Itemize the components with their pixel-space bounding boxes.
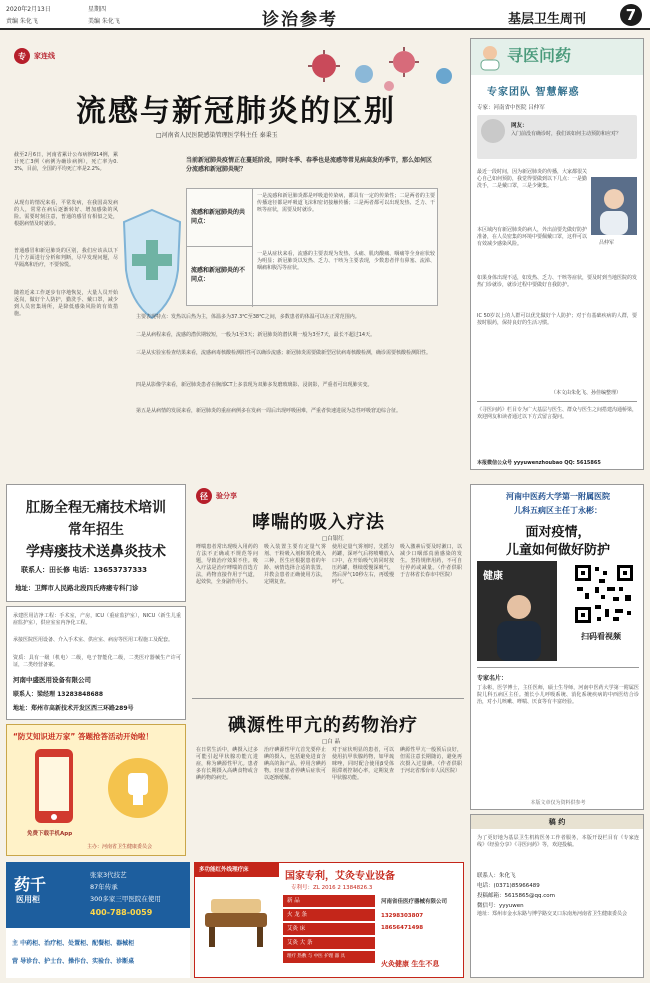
product-phone-1: 13298303807 [381,913,424,919]
patent-number: 专利号：ZL 2016 2 1384826.3 [291,885,373,891]
cabinet-line-2: 87年传承 [90,883,118,891]
training-line-2: 常年招生 [68,522,124,538]
qa-question-label: 网友： [511,123,528,129]
product-phone-2: 18656471498 [381,925,424,931]
notice-wechat: 微信号：yyyuwen [477,903,524,909]
thyroid-col-3: 对于症状明显的患者，可以使用抗甲状腺药物，如甲巯咪唑，同时配合使用β受体阻滞剂控制心率，定期复查甲状腺功能。 [332,747,394,781]
cabinet-items-2: 营 导诊台、护士台、操作台、实验台、诊断桌 [12,958,135,965]
table-text-common: 一是流感和新冠肺炎都是呼吸道传染病，都具有一定的传染性；二是两者的主要传播途径都是呼吸道飞沫和密切接触传播；三是两者都可以出现发热、乏力、干咳等症状，需要及时就诊。 [257,193,435,213]
asthma-col-2: 吸入装置主要有定量气雾剂、干粉吸入剂和雾化吸入三种，医生应根据患者的年龄、病情选择合适的装置，并教会患者正确使用方法，定期复查。 [264,544,326,585]
doctor-name: 吕仲军 [599,240,615,246]
qa-note: 《寻医问药》栏目专为广大基层与医生、群众与医生之间搭建沟通桥梁，欢迎网友和读者通过以下方式留言提问。 [477,407,638,420]
training-address: 地址：卫辉市人民路北段四氏痔瘘专科门诊 [15,584,139,592]
thyroid-article [192,698,464,858]
scan-label: 扫码看视频 [581,632,621,641]
contribution-notice [470,814,644,978]
expert-portrait-icon [491,589,547,661]
product-menu-1: 新 品 [283,895,375,907]
activity-subtitle: 免费下载手机App [27,831,73,837]
cabinet-brand-sub: 医用柜 [16,895,40,904]
thyroid-col-2: 治疗碘源性甲亢首先要停止碘的摄入，包括避免进食含碘高的海产品，停用含碘药物。轻症患者停碘后症状可以逐渐缓解。 [264,747,326,781]
notice-title: 稿 约 [471,815,643,829]
qa-column [470,38,644,470]
lead-body-2: 二是从病程来看，流感的潜伏期较短，一般为1至3天；新冠肺炎的潜伏期一般为3至7天，最长不超过14天。 [136,332,376,338]
qa-title: 寻医问药 [507,46,572,65]
lead-byline: □河南省人民医院感染管理医学科主任 秦秉玉 [156,132,278,139]
phone-icon [29,747,79,827]
lead-body-4: 四是从影像学来看，新冠肺炎患者在胸部CT上多表现为双肺多发磨玻璃影、浸润影，严重者可出现肺实变。 [136,382,373,388]
designer-credit: 美编 朱化飞 [88,18,120,25]
therapy-bed-icon [201,883,271,953]
page-header [0,0,650,30]
qa-question: 入门前没有确诊时，我们该如何主动预防和应对？ [511,131,622,137]
product-menu-5: 理疗 热敷 与 中医 护理 器 具 [283,951,375,963]
activity-title: “防艾知识进万家” 答题抢答活动开始啦！ [13,732,153,741]
expert-video-card[interactable] [477,561,557,661]
asthma-tag-label: 验分享 [216,492,237,500]
lead-body-5: 第五是从病情的发展来看，新冠肺炎的重症病例多在发病一周后出现呼吸困难，严重者快速进展为急性呼吸窘迫综合征。 [136,408,402,414]
asthma-headline: 哮喘的吸入疗法 [252,512,385,533]
lead-article [6,40,464,480]
asthma-article [192,484,464,692]
user-avatar-icon [481,119,505,143]
notice-phone: 电话：(0371)85966489 [477,883,540,889]
feature-dept: 儿科五病区主任丁永彬： [514,506,602,515]
qa-question-box [477,115,637,159]
product-menu-2: 火 龙 条 [283,909,375,921]
cabinet-brand: 药千 [14,875,47,894]
product-ad-header: 多功能红外线理疗床 [195,863,279,877]
lead-paragraph-1: 截至2月6日，河南省累计公布病例914例，累计死亡3例（病例为确诊病例），死亡率为0.3%，目前，全国的平均死亡率是2.2%。 [14,152,118,172]
medical-equipment-ad [6,606,186,720]
cabinet-items-panel [6,928,190,978]
asthma-col-4: 吸入激素后要及时漱口，以减少口咽部真菌感染的发生。坚持规律用药，不可自行停药或减量。（作者供职于吉林省长春市中医院） [400,544,462,578]
section-tag [14,48,55,64]
doctor-photo [591,177,637,235]
product-slogan: 火灸健康 生生不息 [381,959,440,968]
cabinet-phone: 400-788-0059 [90,908,153,917]
asthma-byline: □白银红 [322,536,344,542]
cabinet-line-1: 张家3代技艺 [90,871,127,879]
section-title: 诊治参考 [262,10,338,30]
lead-body-3: 三是从实验室检查结果来看，流感病毒核酸检测阳性可以确诊流感；新冠肺炎需要做新型冠状病毒核酸检测，确诊需要核酸检测阳性。 [136,350,432,356]
table-label-common: 流感和新冠肺炎的共同点： [187,189,253,247]
activity-banner [6,724,186,856]
table-text-diff: 一是从症状来看，流感的主要表现为发热、头痛、肌肉酸痛、咽痛等全身症状较为明显；新冠肺炎以发热、乏力、干咳为主要表现，少数患者伴有鼻塞、流涕、咽痛和腹泻等症状。 [257,251,435,271]
lead-paragraph-4: 随着近来工作逐步有序地恢复，大量人员开始返岗，做好个人防护，勤洗手、戴口罩，减少到人员密集场所，是降低感染风险的有效措施。 [14,290,118,317]
notice-email: 投稿邮箱：5615865@qq.com [477,893,555,899]
notice-editor: 联系人：朱化飞 [477,873,516,879]
training-ad [6,484,186,602]
qa-answer-2: 本区域内有新冠肺炎的病人，外出前要先做好防护准备，在人员密集的环境中要佩戴口罩，这样可以有效减少感染风险。 [477,227,588,247]
notice-address: 地址：郑州市金水东路与博学路交叉口东南角河南省卫生健康委员会 [477,911,628,917]
feature-hospital: 河南中医药大学第一附属医院 [506,492,610,501]
lead-headline: 流感与新冠肺炎的区别 [76,94,396,129]
lead-paragraph-2: 从现有的情况来看，平常发病，在我国高发病的人，常常在病后逐渐转好、增加感染的风险。需要时刻注意，普通的感冒有相似之处，根据病情及时就诊。 [14,200,118,227]
video-card-label: 健康 [483,571,503,582]
tag-badge: 专 [14,48,30,64]
tag-label: 家连线 [34,52,55,60]
doctor-icon [477,43,503,71]
feature-title-1: 面对疫情， [525,525,591,540]
paper-name: 基层卫生周刊 [508,12,587,27]
training-contact: 联系人：田长修 电话：13653737333 [21,566,148,574]
qr-code-icon[interactable] [573,563,635,625]
issue-date: 2020年2月13日 [6,6,51,13]
asthma-tag [196,488,237,504]
cabinet-items-1: 主 中药柜、治疗柜、处置柜、配餐柜、器械柜 [12,940,135,947]
notice-text: 为了更好地为基层卫生机构医务工作者服务，本版开设栏目有《专家连线》《经验分享》《寻医问药》等，欢迎投稿。 [477,835,639,848]
equipment-text-3: 资质：具有一级（机电）二级，电子智能化二级，二类医疗器械生产许可证，二类经营备案。 [13,655,181,668]
feature-title-2: 儿童如何做好防护 [505,543,610,558]
qa-contact: 本报微信公众号 yyyuwenzhoubao QQ: 5615865 [477,460,601,466]
lead-paragraph-3: 普通感冒和新冠肺炎的区别，我们应该从以下几个方面进行分析和判断，尽早发现问题，尽早隔离和治疗，不要惊慌。 [14,248,118,268]
child-protection-feature [470,484,644,810]
qa-subtitle: 专家团队 智慧解惑 [487,87,580,98]
product-menu-4: 艾灸 大 条 [283,937,375,949]
qa-answer-3: 如果身体出现不适，如发热、乏力、干咳等症状，要及时到当地医院的发热门诊就诊，就诊过程中要做好自我防护。 [477,275,638,288]
qa-expert: 专家：河南省中医院 吕仲军 [477,105,545,111]
qa-answer-1: 最近一段时间，因为新冠肺炎的传播，大家都很关心自己如何预防，我觉得要做到以下几点：一是勤洗手，二是戴口罩，三是少聚集。 [477,169,588,189]
thyroid-col-1: 在日常生活中，碘摄入过多可能引起甲状腺功能亢进症，称为碘源性甲亢。患者多有长期摄入高碘食物或含碘药物的病史。 [196,747,258,781]
thyroid-headline: 碘源性甲亢的药物治疗 [228,715,418,736]
asthma-tag-badge: 径 [196,488,212,504]
cabinet-ad [6,862,190,978]
qa-sign: （本文由朱化飞、孙佳编整理） [551,390,622,396]
editor-credit: 责编 朱化飞 [6,18,38,25]
asthma-col-3: 使用定量气雾剂时，先摇匀药罐，深呼气后将喷嘴放入口中，在开始吸气的同时按压药罐，继续缓慢深吸气，然后屏气10秒左右，再缓慢呼气。 [332,544,394,585]
equipment-text-1: 承建医用洁净工程：手术室，产房，ICU（重症监护室），NICU（新生儿重症监护室），供应室室内净化工程。 [13,613,181,626]
product-menu-3: 艾灸 床 [283,923,375,935]
expert-card-label: 专家名片： [477,675,508,682]
feature-footer: 本版文章仅为资料供参考 [530,800,586,806]
equipment-company: 河南中盛医用设备有限公司 [13,676,91,684]
asthma-col-1: 哮喘患者常出现吸入用药的方法不正确或不规范等问题，导致治疗效果不佳。吸入疗法是治疗哮喘的首选方法，药物直接作用于气道，起效快，全身副作用小。 [196,544,258,585]
trophy-icon [103,753,173,823]
thyroid-col-4: 碘源性甲亢一般预后良好，但需注意长期随访，避免再次摄入过量碘。（作者供职于河北省邢台市人民医院） [400,747,462,774]
training-line-3: 学痔瘘技术送鼻炎技术 [26,544,166,560]
equipment-text-2: 承接医院医用设备、介入手术室、供应室、病房等医用工程施工及配套。 [13,637,174,643]
cabinet-line-3: 300多家三甲医院在使用 [90,895,161,903]
lead-summary: 当前新冠肺炎疫情正在蔓延阶段，同时冬季、春季也是流感等常见病高发的季节，那么如何区分流感和新冠肺炎呢？ [186,157,433,173]
expert-bio: 丁永彬，医学博士，主任医师，硕士生导师，河南中医药大学第一附属医院儿科五病区主任。擅长小儿呼吸系统、消化系统疾病的中西医结合诊治，对小儿咳嗽、哮喘、厌食等有丰富经验。 [477,685,639,705]
issue-weekday: 星期四 [88,6,107,13]
comparison-table [186,188,438,306]
lead-body-1: 主要表现特点：发热以后热为主，体温多为37.3℃至38℃之间，多数患者的体温可以在正常范围内。 [136,314,360,320]
patent-title: 国家专利，艾灸专业设备 [285,871,395,882]
equipment-address: 地址：郑州市高新技术开发区西三环路289号 [13,705,134,712]
moxibustion-ad [194,862,464,978]
activity-org: 主办：河南省卫生健康委员会 [87,844,153,850]
page-number: 7 [620,4,642,26]
qa-answer-4: IC 50岁以上的人群可以优先做好个人防护；对于有基础疾病的人群，要按时服药，保持良好的生活习惯。 [477,313,637,326]
table-label-diff: 流感和新冠肺炎的不同点： [187,247,253,307]
thyroid-byline: □白 晶 [322,739,340,745]
equipment-contact: 联系人：梁经理 13283848688 [13,691,104,698]
training-line-1: 肛肠全程无痛技术培训 [26,500,166,516]
product-company: 河南省佳医疗器械有限公司 [381,899,448,905]
